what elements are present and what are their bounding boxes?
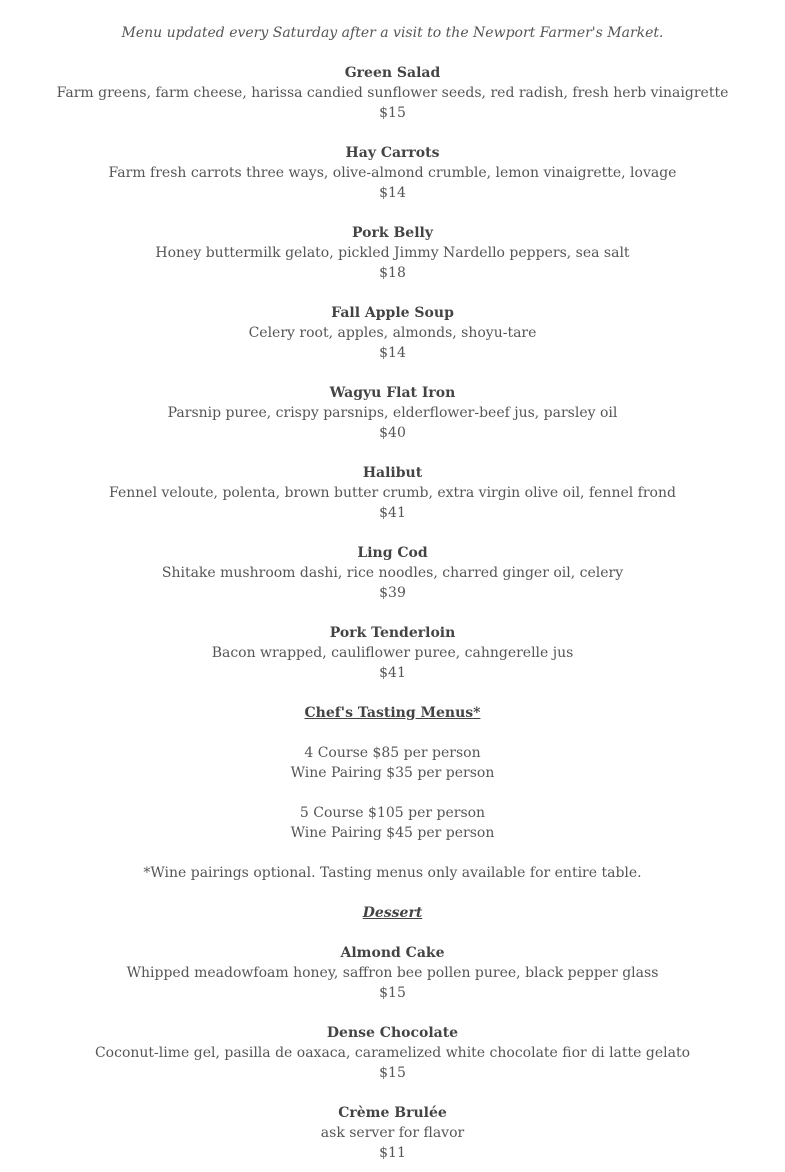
dessert-name: Dense Chocolate	[326, 1025, 459, 1041]
item-description: Honey buttermilk gelato, pickled Jimmy Nardello peppers, sea salt	[155, 245, 630, 261]
item-name: Wagyu Flat Iron	[329, 385, 456, 401]
tasting-five-course: 5 Course $105 per person	[299, 805, 486, 821]
item-name: Pork Tenderloin	[329, 625, 456, 641]
item-price: $41	[379, 505, 406, 521]
dessert-description: Whipped meadowfoam honey, saffron bee pollen puree, black pepper glass	[126, 965, 659, 981]
tasting-note: *Wine pairings optional. Tasting menus only available for entire table.	[143, 865, 642, 881]
item-description: Shitake mushroom dashi, rice noodles, charred ginger oil, celery	[161, 565, 624, 581]
item-name: Fall Apple Soup	[331, 305, 454, 321]
dessert-price: $15	[379, 1065, 406, 1081]
item-price: $41	[379, 665, 406, 681]
dessert-name: Crème Brulée	[338, 1105, 447, 1121]
dessert-price: $15	[379, 985, 406, 1001]
item-description: Farm fresh carrots three ways, olive-almond crumble, lemon vinaigrette, lovage	[108, 165, 677, 181]
tasting-five-pairing: Wine Pairing $45 per person	[290, 825, 495, 841]
item-name: Ling Cod	[357, 545, 428, 561]
menu-intro: Menu updated every Saturday after a visit to the Newport Farmer's Market.	[121, 25, 664, 41]
dessert-heading: Dessert	[362, 905, 423, 921]
item-name: Hay Carrots	[345, 145, 440, 161]
dessert-price: $11	[379, 1145, 406, 1161]
item-price: $18	[379, 265, 406, 281]
dessert-description: ask server for flavor	[320, 1125, 465, 1141]
dessert-name: Almond Cake	[340, 945, 445, 961]
item-price: $14	[379, 185, 406, 201]
tasting-four-pairing: Wine Pairing $35 per person	[290, 765, 495, 781]
tasting-four-course: 4 Course $85 per person	[304, 745, 481, 761]
item-name: Pork Belly	[352, 225, 433, 241]
item-price: $15	[379, 105, 406, 121]
item-description: Farm greens, farm cheese, harissa candied sunflower seeds, red radish, fresh herb vinaigrette	[56, 85, 729, 101]
item-description: Fennel veloute, polenta, brown butter crumb, extra virgin olive oil, fennel frond	[109, 485, 676, 501]
dessert-description: Coconut-lime gel, pasilla de oaxaca, caramelized white chocolate fior di latte gelato	[94, 1045, 691, 1061]
item-description: Celery root, apples, almonds, shoyu-tare	[248, 325, 537, 341]
item-price: $39	[379, 585, 406, 601]
item-price: $40	[379, 425, 406, 441]
item-description: Bacon wrapped, cauliflower puree, cahngerelle jus	[211, 645, 574, 661]
item-price: $14	[379, 345, 406, 361]
item-description: Parsnip puree, crispy parsnips, elderflower-beef jus, parsley oil	[167, 405, 618, 421]
tasting-menu-heading: Chef's Tasting Menus*	[304, 705, 481, 721]
item-name: Halibut	[362, 465, 423, 481]
item-name: Green Salad	[344, 65, 441, 81]
